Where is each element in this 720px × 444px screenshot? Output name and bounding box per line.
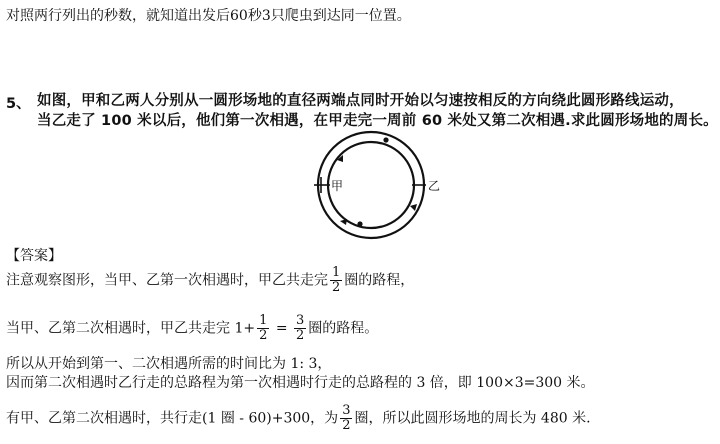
intro-line: 对照两行列出的秒数，就知道出发后60秒3只爬虫到达同一位置。 xyxy=(6,8,411,24)
fraction-denominator: 2 xyxy=(332,280,341,295)
fraction-denominator: 2 xyxy=(296,328,305,343)
equals-sign: = xyxy=(271,320,293,337)
label-yi: 乙 xyxy=(428,179,441,193)
meet-point-1 xyxy=(383,137,388,142)
answer-line-4: 因而第二次相遇时乙行走的总路程为第一次相遇时行走的总路程的 3 倍，即 100×3=300 米。 xyxy=(6,375,595,391)
meet-point-2 xyxy=(357,221,362,226)
problem-number: 5、 xyxy=(6,96,31,112)
answer-line-1-text: 注意观察图形，当甲、乙第一次相遇时，甲乙共走完 xyxy=(6,272,328,289)
answer-line-5-text: 有甲、乙第二次相遇时，共行走(1 圈 - 60)+300，为 xyxy=(6,410,339,427)
answer-line-1-tail: 圈的路程， xyxy=(344,272,415,289)
answer-line-2 xyxy=(6,314,378,343)
fraction-denominator: 2 xyxy=(342,418,351,433)
fraction-numerator: 1 xyxy=(332,265,341,280)
answer-line-1 xyxy=(6,266,414,295)
answer-line-2-tail: 圈的路程。 xyxy=(308,320,379,337)
answer-line-5 xyxy=(6,404,591,433)
problem-line-2: 当乙走了 100 米以后，他们第一次相遇，在甲走完一周前 60 米处又第二次相遇.求此圆形场地的周长。 xyxy=(37,113,718,129)
answer-line-3: 所以从开始到第一、二次相遇所需的时间比为 1: 3， xyxy=(6,356,332,372)
fraction-one-half xyxy=(330,266,342,295)
fraction-numerator: 1 xyxy=(259,313,268,328)
fraction-three-halves-b xyxy=(340,404,352,433)
fraction-numerator: 3 xyxy=(342,403,351,418)
fraction-denominator: 2 xyxy=(259,328,268,343)
direction-arrow-2 xyxy=(340,219,347,225)
problem-line-1: 如图，甲和乙两人分别从一圆形场地的直径两端点同时开始以匀速按相反的方向绕此圆形路线运动， xyxy=(37,93,684,109)
circle-diagram xyxy=(300,128,450,246)
label-jia: 甲 xyxy=(331,179,344,193)
fraction-one-half-b xyxy=(257,314,269,343)
circle-diagram-svg xyxy=(300,128,450,246)
answer-heading: 【答案】 xyxy=(6,248,62,264)
direction-arrow-3 xyxy=(410,204,417,211)
answer-line-5-tail: 圈，所以此圆形场地的周长为 480 米. xyxy=(354,410,591,427)
fraction-numerator: 3 xyxy=(296,313,305,328)
answer-line-2-text: 当甲、乙第二次相遇时，甲乙共走完 1+ xyxy=(6,320,256,337)
fraction-three-halves xyxy=(294,314,306,343)
